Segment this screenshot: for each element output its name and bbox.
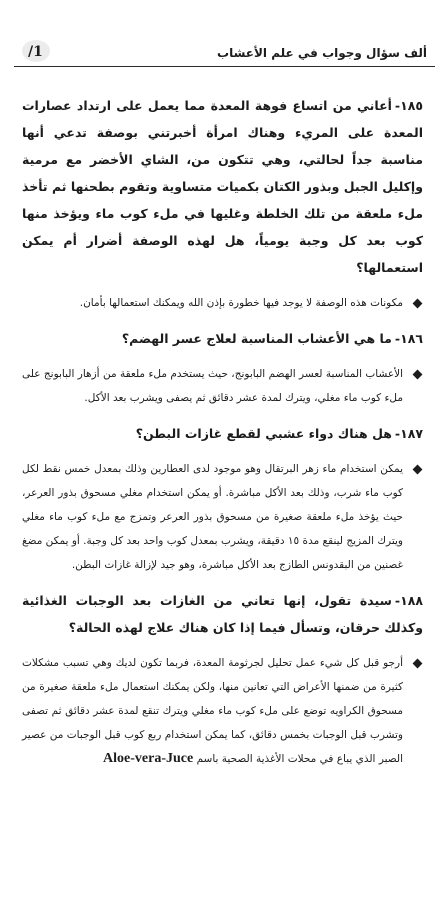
question [22, 92, 423, 281]
question-text: ما هي الأعشاب المناسبة لعلاج عسر الهضم؟ [121, 331, 392, 346]
book-title: ألف سؤال وجواب في علم الأعشاب [217, 46, 427, 60]
question [22, 325, 423, 352]
answer [22, 457, 423, 577]
question-number: ١٨٧- [394, 426, 423, 441]
diamond-bullet-icon [413, 465, 423, 475]
qa-item-188 [22, 587, 423, 771]
answer [22, 362, 423, 410]
question [22, 420, 423, 447]
product-name: Aloe-vera-Juce [103, 751, 194, 766]
question-number: ١٨٥- [394, 98, 423, 113]
question-text: هل هناك دواء عشبي لقطع غازات البطن؟ [135, 426, 392, 441]
qa-item-185 [22, 92, 423, 315]
question [22, 587, 423, 641]
qa-item-187 [22, 420, 423, 577]
page-body [22, 92, 423, 781]
page-number: /1 [28, 44, 43, 60]
diamond-bullet-icon [413, 659, 423, 669]
answer-text: أرجو قبل كل شيء عمل تحليل لجرثومة المعدة، فربما تكون لديك وهي تسبب مشكلات كثيرة من ضمنها الأعراض التي تعانين منها، ولكن يمكنك استعمال ملء ملعقة صغيرة من مسحوق الكراويه توضع على ملء كوب ماء مغلي ويترك تنقع لمدة عشر دقائق ثم تصفى وتشرب قبل الوجبات بخمس دقائق، كما يمكن استخدام ربع كوب قبل الوجبات من عصير الصبر الذي يباع في محلات الأغذية الصحية باسم [22, 657, 403, 765]
answer-text: يمكن استخدام ماء زهر البرتقال وهو موجود لدى العطارين وذلك بمعدل خمس نقط لكل كوب ماء شرب، وذلك بعد الأكل مباشرة. أو يمكن استخدام مغلي مسحوق بذور العرعر، حيث يؤخذ ملء ملعقة صغيرة من مسحوق بذور العرعر وتمزج مع ملء كوب ماء مغلي ويترك المزيج لينقع مدة ١٥ دقيقة، ويشرب بمعدل كوب واحد بعد كل وجبة. أو يمكن مضغ غصنين من البقدونس الطازج بعد الأكل مباشرة، وهو جيد لإزالة غازات البطن. [22, 463, 403, 571]
qa-item-186 [22, 325, 423, 410]
page-header [14, 44, 435, 67]
answer [22, 651, 423, 771]
answer [22, 291, 423, 315]
diamond-bullet-icon [413, 299, 423, 309]
diamond-bullet-icon [413, 370, 423, 380]
question-number: ١٨٨- [394, 593, 423, 608]
answer-text: الأعشاب المناسبة لعسر الهضم البابونج، حيث يستخدم ملء ملعقة من أزهار البابونج على ملء كوب ماء مغلي، ويترك لمدة عشر دقائق ثم يصفى ويشرب بعد الأكل. [22, 368, 403, 404]
question-number: ١٨٦- [394, 331, 423, 346]
answer-text: مكونات هذه الوصفة لا يوجد فيها خطورة بإذن الله ويمكنك استعمالها بأمان. [79, 297, 403, 309]
question-text: سيدة تقول، إنها تعاني من الغازات بعد الوجبات الغذائية وكذلك حرقان، وتسأل فيما إذا كان هناك علاج لهذه الحالة؟ [22, 593, 423, 635]
question-text: أعاني من اتساع فوهة المعدة مما يعمل على ارتداد عصارات المعدة على المريء وهناك امرأة أخبرتني بوصفة تدعي أنها مناسبة جداً لحالتي، وهي تتكون من، الشاي الأخضر مع مرمية وإكليل الجبل وبذور الكتان بكميات متساوية وتقوم بطحنها ثم تأخذ ملء ملعقة من تلك الخلطة وغليها في ملء كوب ماء ويؤخذ منها كوب بعد كل وجبة يومياً، هل لهذه الوصفة أضرار أم يمكن استعمالها؟ [22, 98, 423, 275]
